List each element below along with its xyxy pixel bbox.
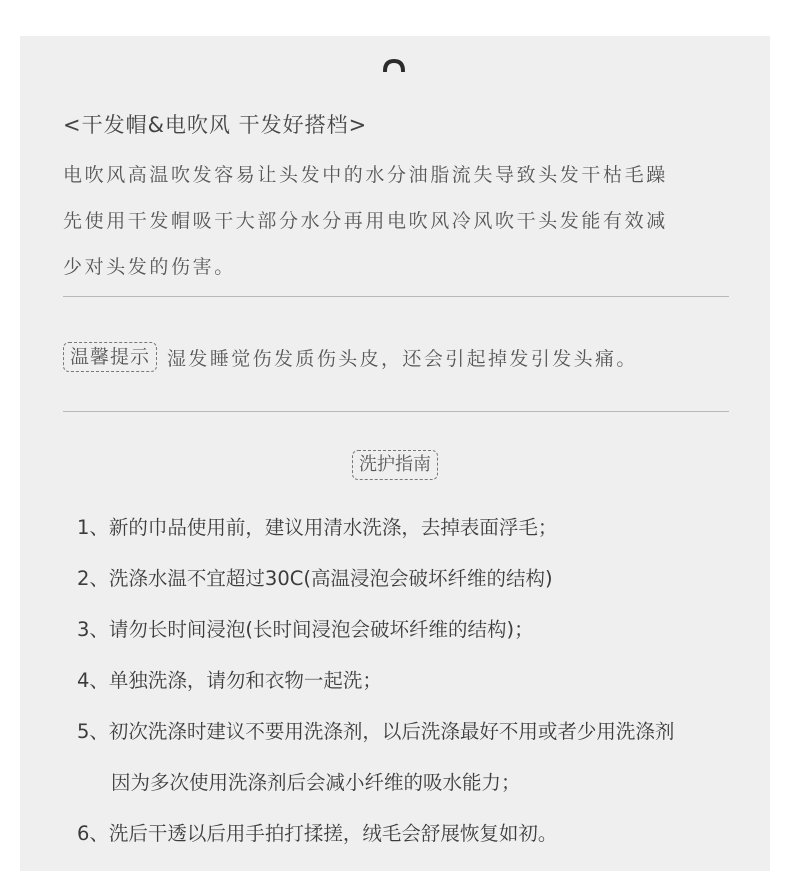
list-item: 1、新的巾品使用前，建议用清水洗涤，去掉表面浮毛； [77,516,558,539]
list-item: 6、洗后干透以后用手拍打揉搓，绒毛会舒展恢复如初。 [77,822,558,845]
list-item: 5、初次洗涤时建议不要用洗涤剂，以后洗涤最好不用或者少用洗涤剂 [77,720,675,743]
care-guide-card [20,36,770,871]
intro-paragraph [63,152,743,290]
list-item-continuation: 因为多次使用洗涤剂后会减小纤维的吸水能力； [111,771,521,794]
hanger-hook-icon [382,58,406,72]
divider [63,411,729,412]
list-item: 4、单独洗涤，请勿和衣物一起洗； [77,669,382,692]
divider [63,296,729,297]
care-instructions-list [77,502,767,859]
guide-heading [20,450,770,480]
guide-heading-badge: 洗护指南 [352,450,438,480]
tip-text: 湿发睡觉伤发质伤头皮，还会引起掉发引发头痛。 [167,347,638,370]
tip-row [63,340,638,374]
paragraph-line: 电吹风高温吹发容易让头发中的水分油脂流失导致头发干枯毛躁 [63,164,668,186]
tip-badge: 温馨提示 [63,342,157,372]
section-title: <干发帽&电吹风 干发好搭档> [63,113,368,137]
paragraph-line: 少对头发的伤害。 [63,256,236,278]
list-item: 3、请勿长时间浸泡(长时间浸泡会破坏纤维的结构)； [77,618,534,641]
paragraph-line: 先使用干发帽吸干大部分水分再用电吹风冷风吹干头发能有效减 [63,210,668,232]
list-item: 2、洗涤水温不宜超过30C(高温浸泡会破坏纤维的结构) [77,567,553,590]
